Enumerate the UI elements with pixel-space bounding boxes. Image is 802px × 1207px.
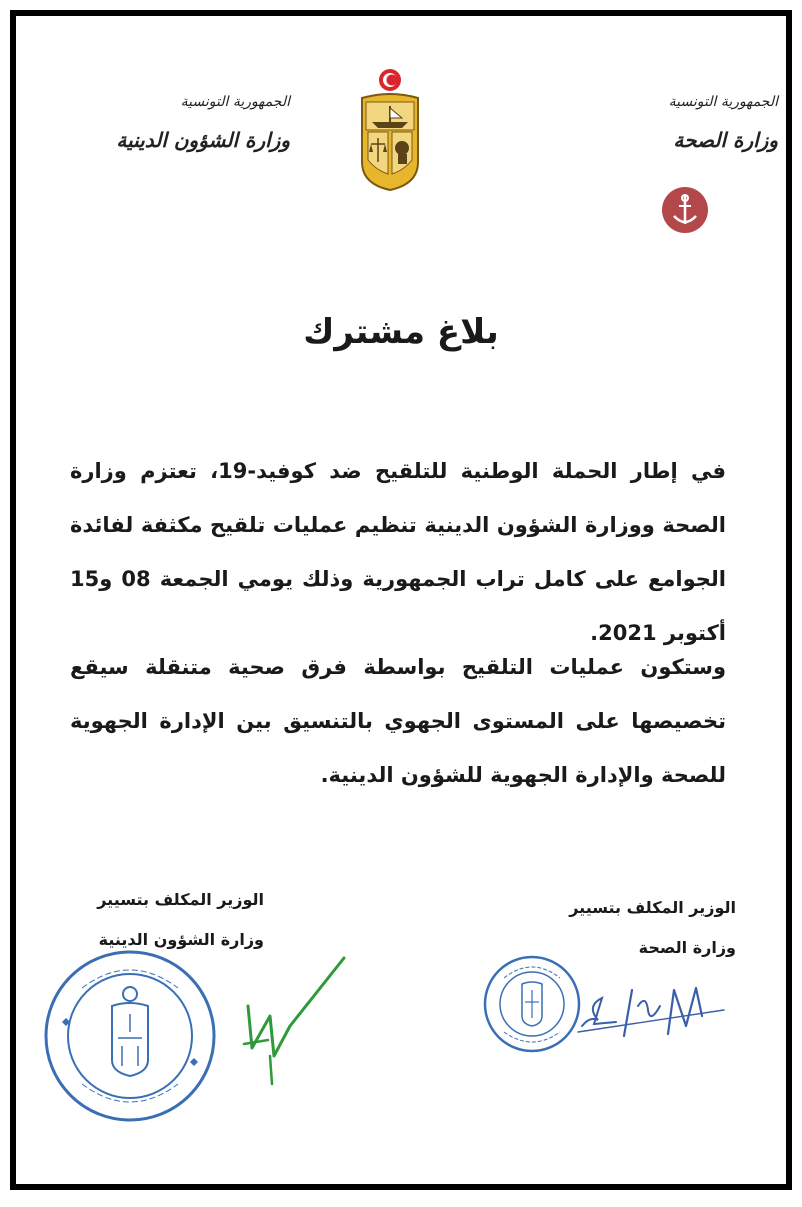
signature-health [576, 976, 726, 1046]
signature-religious-affairs [240, 956, 350, 1086]
announcement-paragraph-2: وستكون عمليات التلقيح بواسطة فرق صحية متنقلة سيقع تخصيصها على المستوى الجهوي بالتنسيق بين الإدارة الجهوية للصحة والإدارة الجهوية للشؤون الدينية. [70, 655, 726, 787]
header-ministry-health-label: وزارة الصحة [673, 128, 778, 152]
ministry-religious-affairs-stamp-icon [42, 948, 218, 1124]
signature-title-religious: الوزير المكلف بتسيير [97, 890, 264, 909]
page-title: بلاغ مشترك [303, 312, 499, 352]
header-republic-label-left: الجمهورية التونسية [180, 94, 290, 110]
header-ministry-religious-label: وزارة الشؤون الدينية [116, 128, 290, 152]
announcement-paragraph-1: في إطار الحملة الوطنية للتلقيح ضد كوفيد-19، تعتزم وزارة الصحة ووزارة الشؤون الدينية تنظيم عمليات تلقيح مكثفة لفائدة الجوامع على كامل تراب الجمهورية وذلك يومي الجمعة 08 و15 أكتوبر 2021. [70, 459, 726, 645]
tunisia-coat-of-arms-icon [358, 66, 422, 192]
signature-title-health: الوزير المكلف بتسيير [569, 898, 736, 917]
ministry-health-stamp-icon [482, 954, 582, 1054]
header-ministry-religious-affairs [60, 94, 290, 152]
header-ministry-health [608, 94, 778, 152]
signature-ministry-religious: وزارة الشؤون الدينية [98, 930, 264, 949]
header-republic-label-right: الجمهورية التونسية [668, 94, 778, 110]
ministry-of-health-anchor-logo-icon [661, 186, 709, 234]
signature-ministry-health: وزارة الصحة [638, 938, 736, 957]
